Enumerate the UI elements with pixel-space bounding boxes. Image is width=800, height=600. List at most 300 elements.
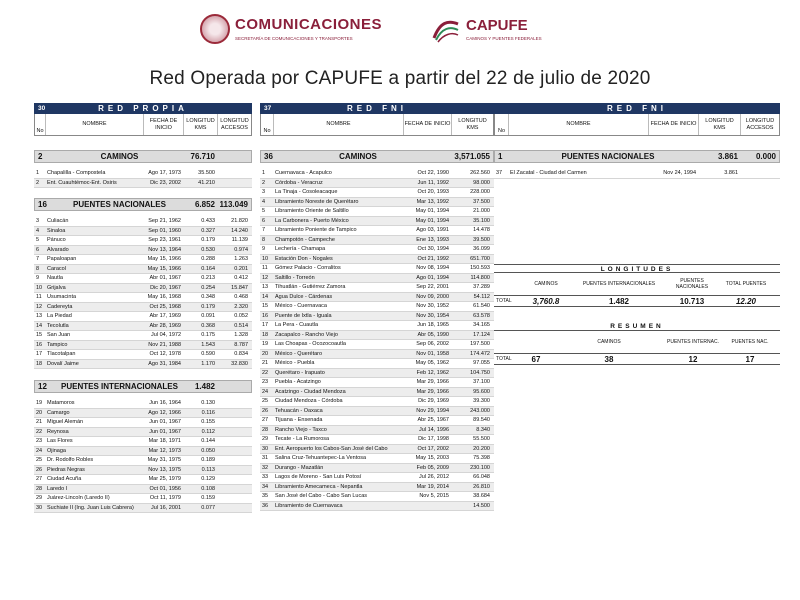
row-date [403,502,451,511]
row-date: Abr 05, 1990 [417,331,449,338]
resumen-total-label: TOTAL [496,356,512,362]
table-row [260,255,494,265]
row-name: Tehuacán - Oaxaca [275,407,323,414]
row-length: 243.000 [470,407,490,414]
row-number: 13 [262,284,269,290]
row-date: Jun 01, 1967 [149,428,181,435]
row-number: 12 [262,274,269,281]
row-number: 22 [36,428,43,435]
row-date: Oct 22, 1990 [417,170,449,176]
row-length: 0.108 [201,485,215,492]
row-date: Oct 11, 1979 [149,495,181,501]
table-row [34,265,252,275]
header-no: No [495,114,509,135]
row-length: 0.155 [201,419,215,425]
section-caminos [260,150,494,163]
row-length: 95.600 [473,388,490,395]
row-length: 0.254 [201,284,215,291]
resumen-col-puentes-intl: PUENTES INTERNAC. [667,339,719,345]
row-access: 0.514 [234,322,248,329]
longitudes-col-puentes-nac: PUENTES NACIONALES [675,278,709,290]
page-title: Red Operada por CAPUFE a partir del 22 de julio de 2020 [149,68,651,89]
section-length: 3.861 [717,152,738,161]
row-date: Oct 20, 1993 [417,189,449,195]
row-date: Nov 08, 1994 [416,265,449,271]
row-date: Jun 11, 1992 [417,179,449,186]
row-number: 7 [262,227,266,233]
table-row [260,369,494,379]
row-number: 15 [36,332,43,338]
row-number: 25 [262,398,269,404]
row-access [740,169,778,178]
row-length: 651.700 [470,255,490,262]
row-name: Agua Dulce - Cárdenas [275,293,333,300]
table-row [260,321,494,331]
row-length: 63.578 [473,312,490,319]
header-no: No [261,114,274,135]
row-length: 0.189 [201,457,215,463]
table-row [260,302,494,312]
resumen-col-puentes-nac: PUENTES NAC. [731,339,769,345]
row-name: Papaloapan [47,256,77,262]
row-date: Nov 24, 1994 [663,170,696,176]
row-length: 104.750 [470,369,490,376]
row-length: 0.530 [201,246,215,253]
section-length: 3,571.055 [454,152,490,161]
row-access: 21.820 [231,218,248,224]
row-length: 0.175 [201,332,215,338]
row-number: 4 [262,198,266,205]
table-row [260,350,494,360]
table-row [260,274,494,284]
row-name: Puebla - Acatzingo [275,379,321,385]
table-row [260,359,494,369]
table-row [34,437,252,447]
row-access [217,485,250,494]
red-fni-puentes-bar [494,103,780,114]
row-date: Mar 29, 1966 [416,379,449,385]
section-count: 12 [38,382,47,391]
row-number: 19 [262,341,269,347]
row-date: Nov 30, 1952 [416,303,449,309]
row-length: 0.590 [201,351,215,357]
row-length: 174.472 [470,350,490,357]
row-date: Sep 06, 2002 [416,341,449,347]
section-label: PUENTES NACIONALES [73,200,166,209]
row-access: 0.201 [234,265,248,272]
row-length: 37.289 [473,284,490,290]
row-number: 7 [36,256,40,262]
row-number: 11 [36,294,42,300]
longitudes-intl-value: 1.482 [608,296,630,306]
row-length: 55.500 [473,436,490,442]
row-length: 0.050 [201,447,215,454]
table-row [260,293,494,303]
table-row [34,246,252,256]
header-longitud: LONGITUD KMS [458,117,487,131]
table-row [34,274,252,284]
row-number: 37 [496,170,503,176]
row-length: 262.560 [470,170,490,176]
row-number: 19 [36,400,43,406]
row-number: 23 [36,438,43,444]
header-fecha: FECHA DE INICIO [404,114,452,135]
row-name: Miguel Alemán [47,419,84,425]
table-row [34,284,252,294]
row-name: San José del Cabo - Cabo San Lucas [275,493,368,499]
row-name: Durango - Mazatlán [275,464,324,471]
section-caminos [34,150,252,163]
row-date: Oct 30, 1994 [417,246,449,252]
row-number: 10 [36,284,43,291]
capufe-title: CAPUFE [466,17,528,34]
row-name: Ojinaga [47,447,66,454]
header-no: No [35,114,46,135]
row-length: 21.000 [473,208,490,214]
row-length: 66.048 [473,474,490,480]
seal-icon [200,14,230,44]
section-count: 16 [38,200,47,209]
resumen-intl-value: 12 [688,354,698,364]
red-propia-count: 30 [38,105,46,112]
row-access [217,428,250,437]
row-length: 98.000 [473,179,490,186]
row-name: Ent. Aeropuerto los Cabos-San José del Cabo [275,445,388,452]
row-name: Dr. Rodolfo Robles [47,457,94,463]
table-row [34,255,252,265]
table-row [34,409,252,419]
longitudes-col-total-puentes: TOTAL PUENTES [725,281,767,287]
table-row [34,428,252,438]
row-date: Feb 12, 1962 [416,369,449,376]
header-nombre: NOMBRE [274,114,404,135]
row-length: 14.500 [473,502,490,509]
table-row [260,179,494,189]
resumen-summary [494,322,780,365]
row-name: San Juan [47,332,71,338]
table-row [34,341,252,351]
row-access: 2.320 [234,303,248,310]
row-number: 3 [36,218,40,224]
row-number: 18 [262,331,269,338]
table-row [260,426,494,436]
section-label: PUENTES NACIONALES [561,152,655,161]
table-row [34,331,252,341]
table-row [34,293,252,303]
row-length: 41.210 [198,179,215,186]
header-accesos: LONGITUD ACCESOS [745,117,775,131]
header-fecha: FECHA DE INICIO [144,114,184,135]
row-name: Grijalva [47,284,66,291]
row-number: 8 [262,236,266,243]
row-name: México - Cuernavaca [275,303,327,309]
row-length: 0.433 [201,218,215,224]
row-date: Mar 29, 1966 [416,388,449,395]
row-number: 8 [36,265,40,272]
longitudes-nac-value: 10.713 [679,296,705,306]
row-date: Abr 17, 1969 [149,313,181,319]
row-name: Sinaloa [47,227,66,234]
row-name: Las Flores [47,438,73,444]
row-name: Reynosa [47,428,69,435]
row-number: 14 [36,322,43,329]
row-length: 0.213 [201,275,215,281]
longitudes-caminos-value: 3,760.8 [532,296,560,306]
capufe-mark-icon [432,16,460,44]
table-row [34,399,252,409]
row-number: 5 [36,237,40,243]
section-label: PUENTES INTERNACIONALES [61,382,178,391]
row-name: Caracol [47,265,66,272]
row-date: Abr 01, 1967 [149,275,181,281]
row-length: 197.500 [470,341,490,347]
row-number: 4 [36,227,40,234]
row-number: 11 [262,265,268,271]
longitudes-summary [494,264,780,307]
capufe-subtitle: CAMINOS Y PUENTES FEDERALES [466,36,542,41]
row-access [217,504,250,513]
row-date: Ene 13, 1993 [416,236,449,243]
row-date: Dic 29, 1969 [418,398,449,404]
red-propia-table [34,103,252,513]
row-date: Nov 29, 1994 [416,407,449,414]
table-row [34,360,252,370]
row-access: 11.139 [231,237,248,243]
table-row [260,388,494,398]
longitudes-col-caminos: CAMINOS [534,281,558,287]
table-row [260,331,494,341]
row-number: 28 [36,485,43,492]
resumen-caminos-value: 38 [604,354,614,364]
row-access [217,169,250,178]
row-date: Mar 18, 1971 [148,438,181,444]
row-length: 20.200 [473,445,490,452]
row-number: 29 [36,495,43,501]
row-name: Zacapalco - Rancho Viejo [275,331,338,338]
row-number: 16 [36,341,43,348]
longitudes-col-puentes-intl: PUENTES INTERNACIONALES [582,281,656,287]
row-name: Tecolutla [47,322,69,329]
table-row [260,283,494,293]
row-length: 54.112 [473,293,490,300]
row-number: 17 [262,322,269,328]
row-name: Puente de Ixtla - Iguala [275,312,332,319]
row-date: Abr 25, 1967 [417,417,449,423]
row-length: 0.113 [201,466,215,473]
row-name: El Zacatal - Ciudad del Carmen [510,170,587,176]
row-date: Mar 25, 1979 [148,476,181,482]
header-fecha: FECHA DE INICIO [649,114,699,135]
table-row [34,236,252,246]
header [0,0,800,58]
row-number: 24 [262,388,269,395]
row-number: 9 [262,246,266,252]
row-length: 0.077 [201,504,215,511]
table-row [34,169,252,179]
row-date: Dic 17, 1998 [418,436,449,442]
row-date: Nov 13, 1964 [148,246,181,253]
row-name: Lagos de Moreno - San Luis Potosí [275,474,362,480]
row-name: La Piedad [47,313,72,319]
row-length: 150.593 [470,265,490,271]
row-access: 15.847 [231,284,248,291]
row-date: Nov 30, 1954 [416,312,449,319]
row-access: 1.328 [234,332,248,338]
table-row [260,198,494,208]
row-date: Ago 31, 1984 [148,360,181,367]
row-number: 13 [36,313,43,319]
table-row [34,447,252,457]
row-access: 0.974 [234,246,248,253]
row-name: Rancho Viejo - Taxco [275,426,327,433]
red-fni-headers [260,114,494,136]
row-length: 0.164 [201,265,215,272]
comunicaciones-logo [200,14,410,50]
table-row [34,350,252,360]
capufe-logo [432,14,582,50]
comunicaciones-title: COMUNICACIONES [235,16,383,33]
row-date: Sep 21, 1962 [148,218,181,224]
row-length: 0.112 [201,428,215,435]
row-number: 5 [262,208,266,214]
row-length: 35.100 [473,217,490,224]
row-date: May 05, 1962 [415,360,449,366]
row-number: 27 [262,417,269,423]
row-name: Dovalí Jaime [47,360,79,367]
row-name: Ciudad Mendoza - Córdoba [275,398,343,404]
header-nombre: NOMBRE [46,114,144,135]
row-number: 3 [262,189,266,195]
table-row [260,226,494,236]
row-name: Libramiento Noreste de Querétaro [275,198,359,205]
row-date: May 15, 1966 [147,265,181,272]
row-length: 39.300 [473,398,490,404]
table-row [260,207,494,217]
row-name: Gómez Palacio - Corralitos [275,265,341,271]
row-number: 2 [36,179,40,186]
red-fni-title: RED FNI [347,104,407,113]
section-count: 36 [264,152,273,161]
row-number: 30 [262,445,269,452]
row-length: 0.327 [201,227,215,234]
row-number: 18 [36,360,43,367]
table-row [260,312,494,322]
row-access [217,466,250,475]
row-length: 97.055 [473,360,490,366]
row-length: 39.500 [473,236,490,243]
row-name: Tijuana - Ensenada [275,417,323,423]
row-date: Oct 01, 1956 [149,485,181,492]
row-name: Matamoros [47,400,75,406]
row-name: Libramiento de Cuernavaca [275,502,343,509]
table-row [34,475,252,485]
table-row [260,340,494,350]
red-fni-puentes-table [494,103,780,179]
row-name: Laredo I [47,485,68,492]
row-name: Salina Cruz-Tehuantepec-La Ventosa [275,455,367,461]
row-date: May 31, 1975 [147,457,181,463]
table-row [34,179,252,189]
row-number: 26 [36,466,43,473]
row-number: 12 [36,303,43,310]
row-number: 23 [262,379,269,385]
table-row [260,483,494,493]
header-longitud: LONGITUD KMS [699,114,741,135]
resumen-nac-value: 17 [745,354,755,364]
row-access: 0.468 [234,294,248,300]
row-number: 30 [36,504,43,511]
row-length: 0.129 [201,476,215,482]
section-puentes-nacionales [494,150,780,163]
row-number: 14 [262,293,269,300]
row-name: Córdoba - Veracruz [275,179,323,186]
row-name: Ent. Cuauhtémoc-Ent. Osiris [47,179,117,186]
row-date: Oct 17, 2002 [417,445,449,452]
row-number: 32 [262,464,269,471]
longitudes-total-value: 12.20 [735,296,757,306]
row-number: 2 [262,179,266,186]
row-date: Jun 01, 1967 [149,419,181,425]
row-access [217,409,250,418]
section-count: 1 [498,152,503,161]
row-name: Tihuatlán - Gutiérrez Zamora [275,284,346,290]
row-date: Jun 16, 1964 [149,400,181,406]
row-date: Nov 09, 2000 [416,293,449,300]
row-access [217,399,250,408]
section-length: 6.852 [194,200,215,209]
header-nombre: NOMBRE [509,114,649,135]
row-length: 36.099 [473,246,490,252]
red-fni-puentes-title: RED FNI [607,104,667,113]
row-date: Sep 01, 1960 [148,227,181,234]
row-length: 0.144 [201,438,215,444]
table-row [34,466,252,476]
row-date: May 01, 1994 [415,208,449,214]
row-date: Abr 28, 1969 [149,322,181,329]
row-access: 0.052 [234,313,248,319]
table-row [494,169,780,179]
table-row [260,492,494,502]
section-label: CAMINOS [339,152,377,161]
row-length: 37.500 [473,198,490,205]
red-fni-bar [260,103,494,114]
row-number: 22 [262,369,269,376]
row-number: 21 [36,419,43,425]
row-length: 38.684 [473,493,490,499]
table-row [34,312,252,322]
table-row [34,303,252,313]
row-name: Camargo [47,409,70,416]
row-name: Querétaro - Irapuato [275,369,325,376]
row-length: 0.348 [201,294,215,300]
row-length: 0.179 [201,303,215,310]
row-access: 1.263 [234,256,248,262]
table-row [34,227,252,237]
row-name: Alvarado [47,246,69,253]
table-row [260,188,494,198]
red-propia-bar [34,103,252,114]
row-date: Ago 17, 1973 [148,170,181,176]
row-number: 27 [36,476,43,482]
row-name: Suchiate II (Ing. Juan Luis Cabrera) [47,504,134,511]
row-name: Libramiento Amecameca - Nepantla [275,483,363,490]
row-number: 17 [36,351,43,357]
row-date: Mar 13, 1992 [416,198,449,205]
row-date: May 16, 1968 [147,294,181,300]
row-number: 6 [36,246,40,253]
row-date: Dic 20, 1967 [150,284,181,291]
table-row [260,407,494,417]
